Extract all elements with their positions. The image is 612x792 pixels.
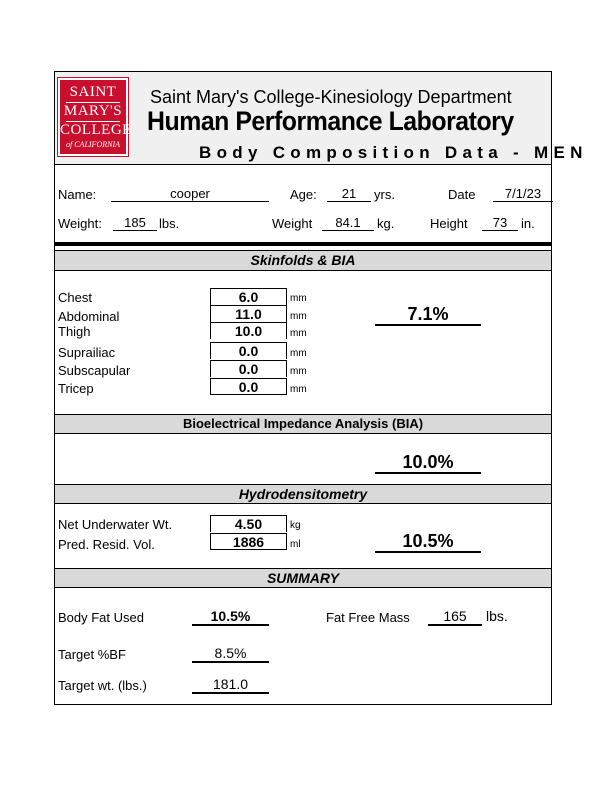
abdominal-label: Abdominal: [58, 309, 120, 324]
subscapular-label: Subscapular: [58, 363, 131, 378]
bia-section-header: Bioelectrical Impedance Analysis (BIA): [55, 414, 551, 434]
form-header: [55, 72, 588, 164]
body-fat-used-label: Body Fat Used: [58, 610, 144, 625]
height-label: Height: [430, 216, 468, 231]
form-subtitle: Body Composition Data - MEN: [199, 143, 588, 162]
tricep-unit: mm: [290, 384, 307, 395]
weight-lbs-field[interactable]: 185: [113, 215, 157, 231]
target-bf-value: 8.5%: [192, 645, 269, 663]
thigh-input[interactable]: 10.0: [210, 322, 287, 339]
college-seal-logo: SAINT MARY'S COLLEGE of CALIFORNIA: [58, 78, 128, 156]
fat-free-mass-value: 165: [428, 608, 482, 626]
age-label: Age:: [290, 187, 317, 202]
height-unit: in.: [521, 216, 535, 231]
tricep-label: Tricep: [58, 381, 94, 396]
underwater-wt-label: Net Underwater Wt.: [58, 517, 173, 532]
weight-lbs-label: Weight:: [58, 216, 102, 231]
skinfold-result: 7.1%: [375, 304, 481, 326]
info-divider: [55, 242, 551, 246]
body-fat-used-value: 10.5%: [192, 608, 269, 626]
resid-vol-input[interactable]: 1886: [210, 533, 287, 550]
chest-label: Chest: [58, 290, 92, 305]
bia-result: 10.0%: [375, 452, 481, 474]
age-field[interactable]: 21: [327, 186, 371, 202]
skinfolds-section-header: Skinfolds & BIA: [55, 250, 551, 271]
chest-unit: mm: [290, 293, 307, 304]
fat-free-mass-unit: lbs.: [486, 608, 508, 624]
department-name: Saint Mary's College-Kinesiology Department: [150, 87, 512, 107]
height-field[interactable]: 73: [482, 215, 518, 231]
header-divider: [55, 164, 551, 165]
underwater-wt-input[interactable]: 4.50: [210, 515, 287, 532]
hydro-section-header: Hydrodensitometry: [55, 484, 551, 504]
resid-vol-unit: ml: [290, 539, 301, 550]
target-wt-label: Target wt. (lbs.): [58, 678, 147, 693]
weight-kg-label: Weight: [272, 216, 313, 231]
suprailiac-input[interactable]: 0.0: [210, 342, 287, 359]
subscapular-input[interactable]: 0.0: [210, 360, 287, 377]
underwater-wt-unit: kg: [290, 520, 301, 531]
thigh-unit: mm: [290, 328, 307, 339]
date-label: Date: [448, 187, 476, 202]
name-field[interactable]: cooper: [111, 186, 269, 202]
body-composition-form: [54, 71, 588, 705]
name-label: Name:: [58, 187, 97, 202]
chest-input[interactable]: 6.0: [210, 288, 287, 305]
fat-free-mass-label: Fat Free Mass: [326, 610, 410, 625]
target-bf-label: Target %BF: [58, 647, 126, 662]
weight-lbs-unit: lbs.: [159, 216, 180, 231]
abdominal-unit: mm: [290, 311, 307, 322]
age-unit: yrs.: [374, 187, 395, 202]
suprailiac-label: Suprailiac: [58, 345, 116, 360]
subscapular-unit: mm: [290, 366, 307, 377]
resid-vol-label: Pred. Resid. Vol.: [58, 537, 155, 552]
weight-kg-field[interactable]: 84.1: [322, 215, 374, 231]
lab-title: Human Performance Laboratory: [147, 106, 514, 136]
tricep-input[interactable]: 0.0: [210, 378, 287, 395]
summary-section-header: SUMMARY: [55, 568, 551, 588]
hydro-result: 10.5%: [375, 531, 481, 553]
abdominal-input[interactable]: 11.0: [210, 305, 287, 322]
suprailiac-unit: mm: [290, 348, 307, 359]
thigh-label: Thigh: [58, 324, 91, 339]
target-wt-value: 181.0: [192, 676, 269, 694]
weight-kg-unit: kg.: [377, 216, 395, 231]
date-field[interactable]: 7/1/23: [493, 186, 553, 202]
